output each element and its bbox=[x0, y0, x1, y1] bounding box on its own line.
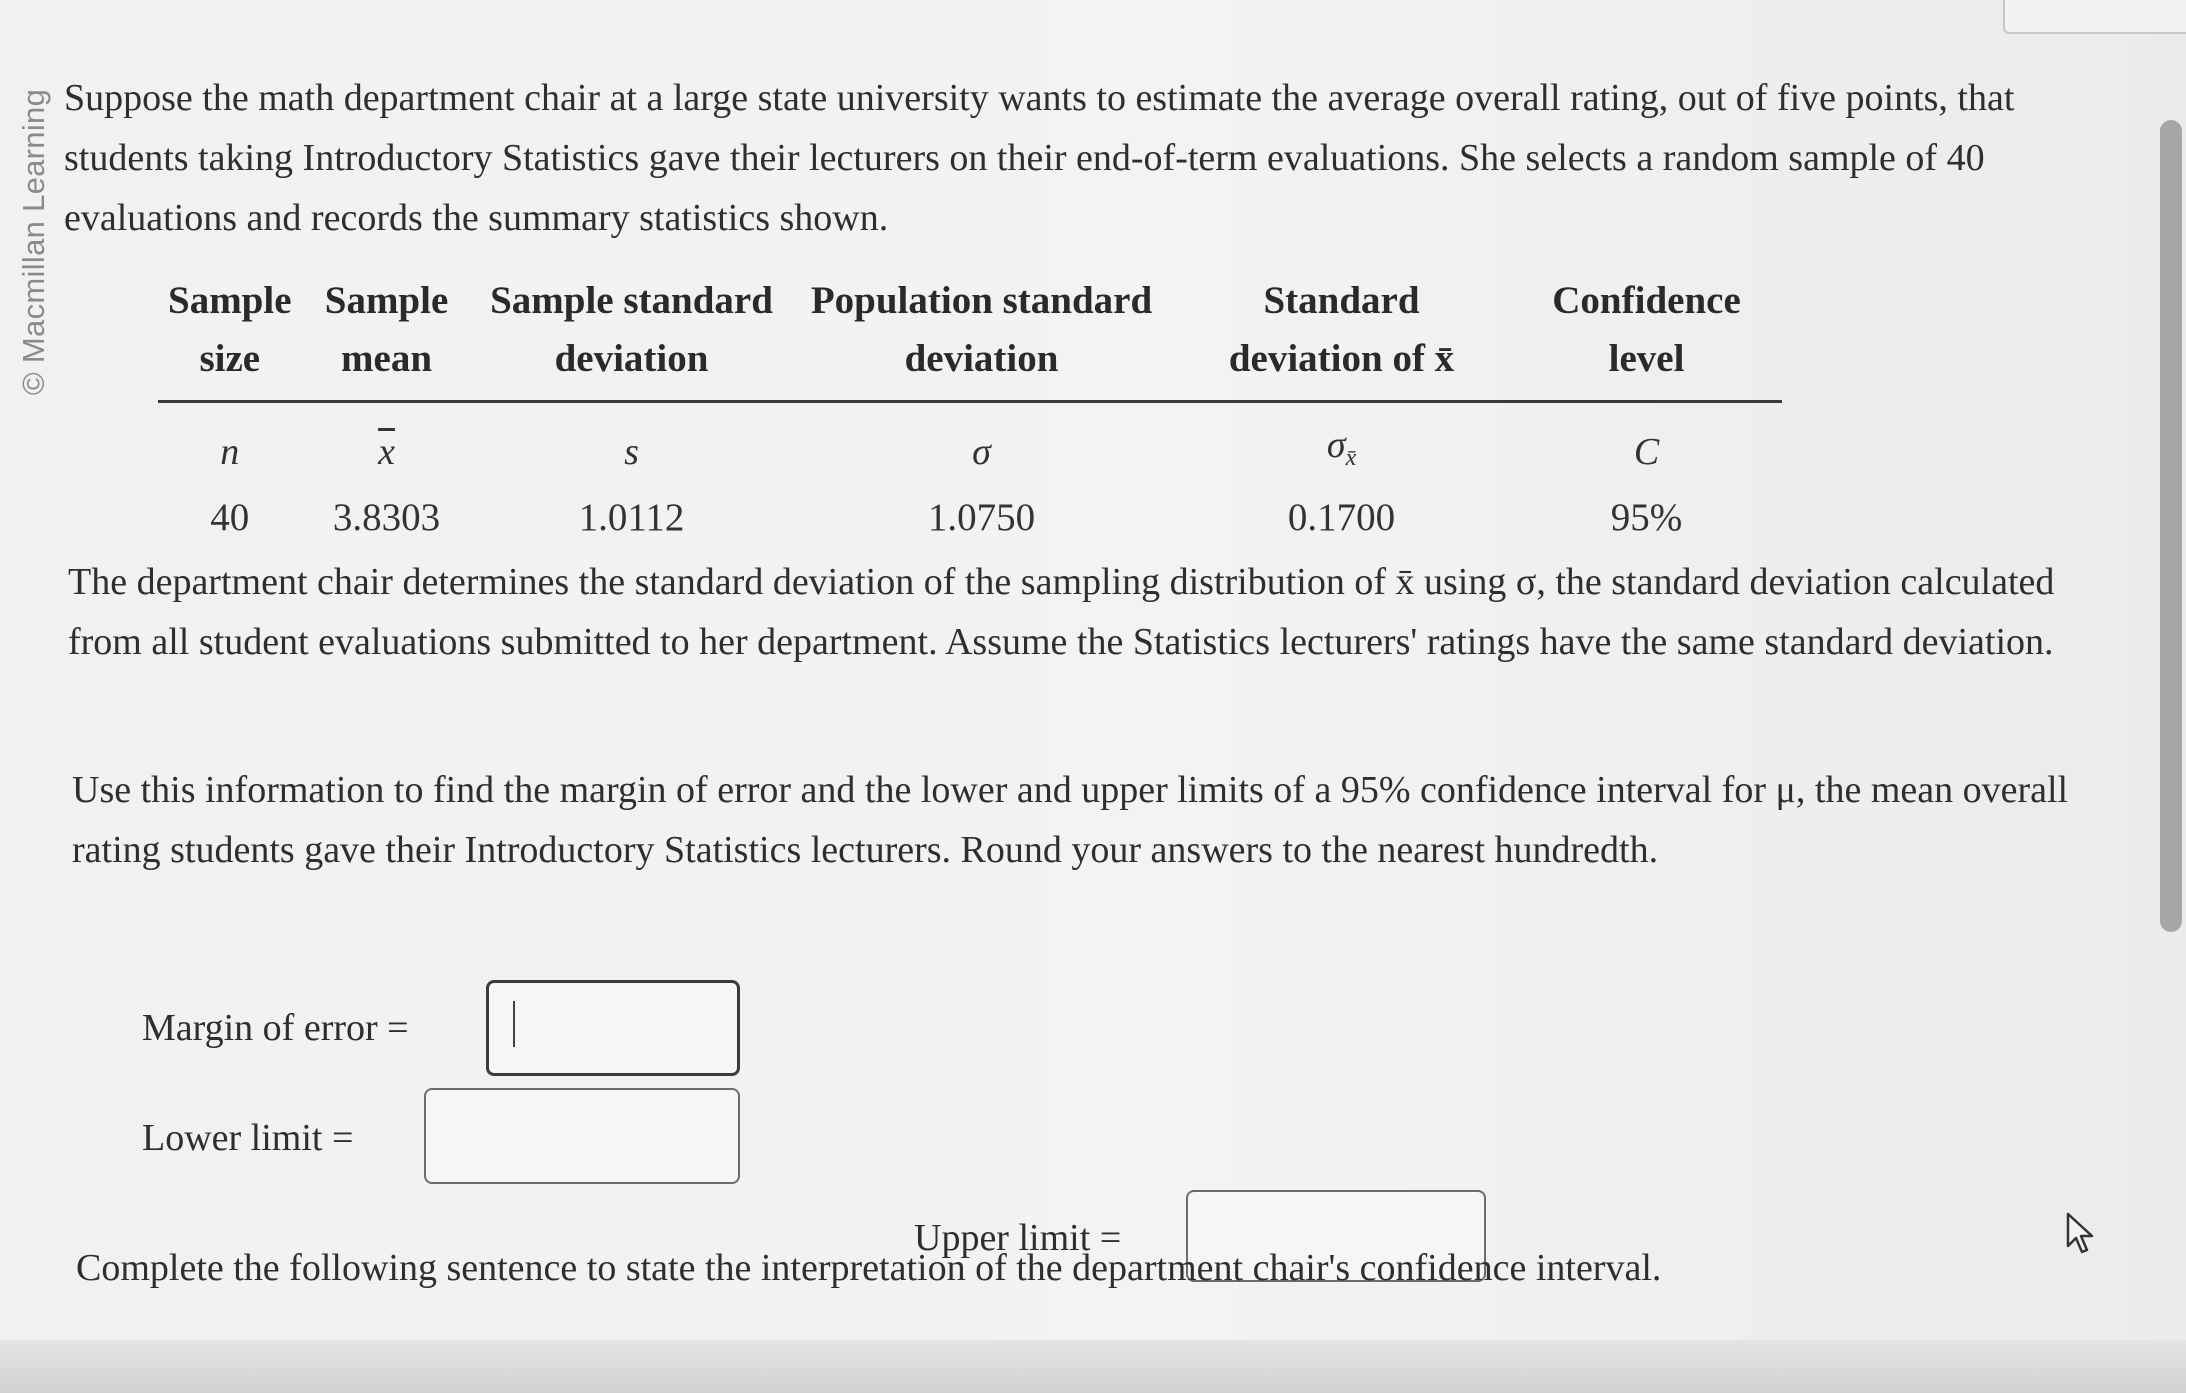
lower-limit-label: Lower limit = bbox=[142, 1117, 354, 1159]
symbol-n: n bbox=[220, 430, 240, 473]
symbol-c: C bbox=[1633, 430, 1660, 473]
vertical-scrollbar[interactable] bbox=[2160, 120, 2182, 932]
symbol-s: s bbox=[624, 430, 639, 473]
value-confidence-level: 95% bbox=[1610, 496, 1683, 539]
table-value-row bbox=[158, 488, 1782, 548]
symbol-sigma: σ bbox=[972, 430, 991, 473]
lower-limit-input[interactable] bbox=[424, 1088, 740, 1184]
symbol-x-bar: $\overline{x}$ bbox=[378, 430, 395, 473]
table-header-row bbox=[158, 272, 1782, 402]
margin-of-error-label: Margin of error = bbox=[142, 1007, 409, 1049]
margin-of-error-input[interactable] bbox=[486, 980, 740, 1076]
value-standard-error: 0.1700 bbox=[1287, 496, 1396, 539]
header-population-sd: Population standard deviation bbox=[792, 272, 1172, 402]
copyright-watermark bbox=[12, 72, 56, 412]
header-sample-mean: Sample mean bbox=[302, 272, 472, 402]
table-symbol-row bbox=[158, 402, 1782, 489]
summary-statistics-table bbox=[158, 272, 1782, 548]
watermark-text: © Macmillan Learning bbox=[16, 88, 52, 396]
sigma-explanation: The department chair determines the standard deviation of the sampling distribution of x̄ using σ, the standard deviation calculated from all student evaluations submitted to her department. Assume the Statistics lecturers' ratings have the same standard deviation. bbox=[68, 561, 2055, 663]
task-instructions: Use this information to find the margin of error and the lower and upper limits of a 95% confidence interval for μ, the mean overall rating students gave their Introductory Statistics lecturers. Round your answers to the nearest hundredth. bbox=[72, 769, 2069, 871]
value-sample-mean: 3.8303 bbox=[332, 496, 441, 539]
text-caret bbox=[513, 1001, 515, 1047]
interpretation-prompt: Complete the following sentence to state the interpretation of the department chair's confidence interval. bbox=[76, 1247, 1662, 1289]
value-sample-size: 40 bbox=[210, 496, 250, 539]
symbol-sigma-x-bar: $\sigma_{x̄}$ bbox=[1326, 424, 1357, 471]
header-standard-error: Standard deviation of x̄ bbox=[1172, 272, 1512, 402]
top-right-control[interactable] bbox=[2003, 0, 2186, 34]
header-sample-size: Sample size bbox=[158, 272, 302, 402]
upper-limit-label: Upper limit = bbox=[914, 1217, 1122, 1259]
question-intro: Suppose the math department chair at a large state university wants to estimate the average overall rating, out of five points, that students taking Introductory Statistics gave their lecturers on their end-of-term evaluations. She selects a random sample of 40 evaluations and records the summary statistics shown. bbox=[64, 77, 2015, 239]
header-confidence-level: Confidence level bbox=[1512, 272, 1782, 402]
mouse-pointer-icon bbox=[2064, 1212, 2100, 1256]
value-population-sd: 1.0750 bbox=[927, 496, 1036, 539]
header-sample-sd: Sample standard deviation bbox=[472, 272, 792, 402]
value-sample-sd: 1.0112 bbox=[578, 496, 685, 539]
bottom-edge bbox=[0, 1340, 2186, 1393]
